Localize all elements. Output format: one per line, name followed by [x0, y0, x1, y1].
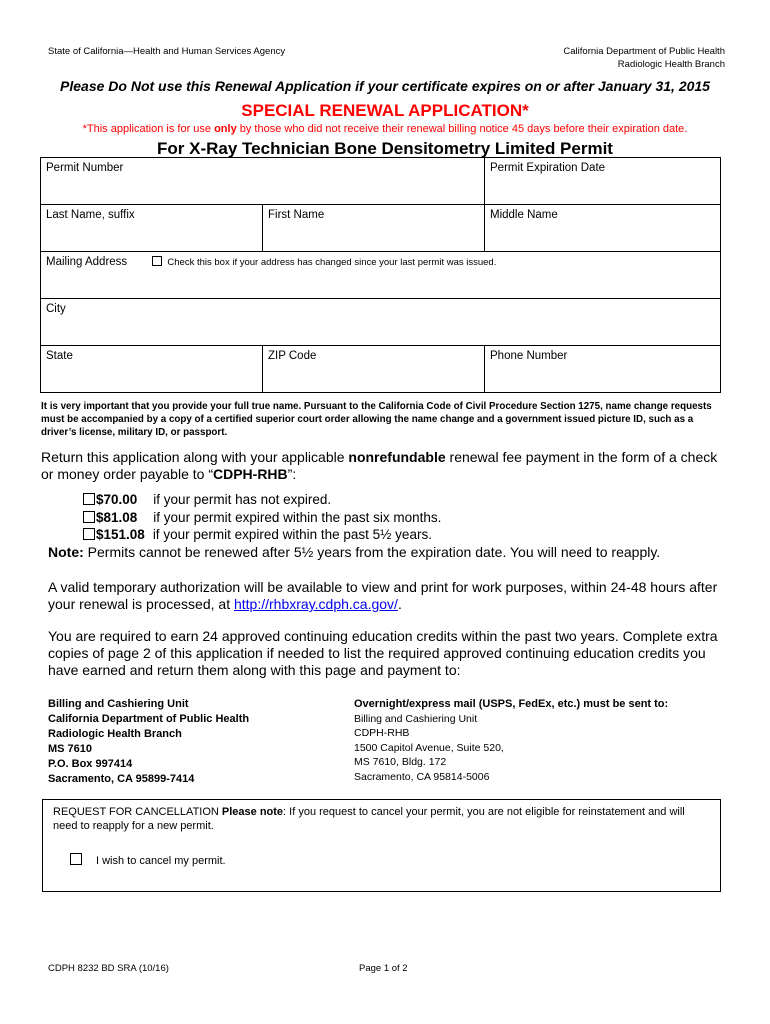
phone-field[interactable]	[485, 346, 721, 393]
ce-credits-text: You are required to earn 24 approved continuing education credits within the past two years. Complete extra copies of page 2 of this application if needed to list the required approved continuing education credits you have earned and return them along with this page and payment to:	[48, 628, 718, 678]
address-line: 1500 Capitol Avenue, Suite 520,	[354, 741, 504, 754]
fee-amount: $81.08	[96, 510, 138, 525]
cancellation-label: REQUEST FOR CANCELLATION	[53, 806, 222, 818]
middle-name-field[interactable]	[485, 205, 721, 252]
cancellation-body: : If you request to cancel your permit, you are not eligible for reinstatement and will need to reapply for a new permit.	[53, 806, 685, 832]
form-title: For X-Ray Technician Bone Densitometry Limited Permit	[157, 139, 613, 158]
fee-option	[83, 527, 432, 542]
return-instructions	[41, 449, 731, 483]
fee-amount: $70.00	[96, 492, 138, 507]
applicant-info-table	[40, 157, 721, 393]
city-field[interactable]	[41, 299, 721, 346]
form-id: CDPH 8232 BD SRA (10/16)	[48, 963, 169, 974]
zip-field[interactable]	[263, 346, 485, 393]
special-renewal-note	[0, 123, 770, 135]
rhb-xray-link[interactable]: http://rhbxray.cdph.ca.gov/	[233, 596, 398, 612]
address-line: MS 7610, Bldg. 172	[354, 756, 447, 768]
cancel-permit-label: I wish to cancel my permit.	[96, 855, 226, 867]
address-line: California Department of Public Health	[48, 713, 250, 725]
note-label: Note:	[48, 544, 84, 560]
address-line: Sacramento, CA 95814-5006	[354, 770, 490, 783]
return-before: Return this application along with your applicable	[41, 449, 349, 465]
fee-description: if your permit expired within the past six months.	[153, 510, 442, 525]
permit-expiration-label: Permit Expiration Date	[490, 162, 606, 174]
address-line: Billing and Cashiering Unit	[48, 698, 189, 710]
permit-number-label: Permit Number	[46, 162, 124, 174]
state-label: State	[46, 350, 73, 362]
address-changed-option	[152, 257, 496, 268]
return-after: ”:	[287, 466, 297, 482]
cancellation-box	[42, 799, 721, 892]
permit-number-field[interactable]	[41, 158, 485, 205]
address-changed-checkbox[interactable]	[152, 256, 162, 266]
cancel-permit-checkbox[interactable]	[70, 853, 82, 865]
state-field[interactable]	[41, 346, 263, 393]
phone-label: Phone Number	[490, 350, 568, 362]
temporary-authorization	[48, 579, 728, 613]
fee-option	[83, 510, 441, 525]
fee-description: if your permit has not expired.	[153, 492, 332, 507]
first-name-label: First Name	[268, 209, 325, 221]
return-mid: renewal fee payment in the form of a check or money order payable to “	[41, 449, 718, 482]
last-name-label: Last Name, suffix	[46, 209, 135, 221]
mailing-address-block	[48, 697, 249, 787]
fee-checkbox[interactable]	[83, 493, 95, 505]
mailing-address-label: Mailing Address	[46, 256, 128, 268]
reapply-note	[48, 544, 660, 560]
fee-amount: $151.08	[96, 527, 145, 542]
express-address-block	[354, 697, 668, 784]
address-line: Billing and Cashiering Unit	[354, 712, 478, 725]
zip-label: ZIP Code	[268, 350, 317, 362]
express-heading: Overnight/express mail (USPS, FedEx, etc.) must be sent to:	[354, 698, 669, 710]
page-number: Page 1 of 2	[359, 963, 408, 974]
fee-option	[83, 492, 331, 507]
department-name: California Department of Public Health	[563, 46, 725, 57]
address-line: P.O. Box 997414	[48, 758, 133, 770]
address-line: Radiologic Health Branch	[48, 728, 182, 740]
agency-header: State of California—Health and Human Services Agency	[48, 46, 286, 57]
special-renewal-title: SPECIAL RENEWAL APPLICATION*	[241, 101, 529, 120]
address-changed-label: Check this box if your address has changed since your last permit was issued.	[167, 257, 497, 268]
branch-name: Radiologic Health Branch	[617, 59, 725, 70]
cancel-option	[70, 853, 226, 867]
note-after: by those who did not receive their renewal billing notice 45 days before their expiration date.	[236, 123, 688, 135]
fee-description: if your permit expired within the past 5½ years.	[152, 527, 432, 542]
return-emphasis: nonrefundable	[348, 449, 446, 465]
address-line: Sacramento, CA 95899-7414	[48, 773, 195, 785]
note-text: Permits cannot be renewed after 5½ years from the expiration date. You will need to reapply.	[83, 544, 661, 560]
cancellation-text	[53, 805, 703, 833]
name-notice: It is very important that you provide your full true name. Pursuant to the California Code of Civil Procedure Section 1275, name change requests must be accompanied by a copy of a certified superior court order allowing the name change and a government issued picture ID, such as a driver’s license, military ID, or passport.	[41, 401, 712, 438]
city-label: City	[46, 303, 66, 315]
department-header	[563, 45, 725, 71]
temp-auth-end: .	[397, 596, 402, 612]
permit-expiration-field[interactable]	[485, 158, 721, 205]
mailing-address-field[interactable]	[41, 252, 721, 299]
cancellation-emphasis: Please note	[221, 806, 284, 818]
address-line: CDPH-RHB	[354, 727, 410, 739]
note-before: *This application is for use	[82, 123, 215, 135]
temp-auth-text: A valid temporary authorization will be available to view and print for work purposes, within 24-48 hours after your renewal is processed, at	[48, 579, 718, 612]
address-line: MS 7610	[48, 743, 93, 755]
note-emphasis: only	[214, 123, 237, 135]
first-name-field[interactable]	[263, 205, 485, 252]
last-name-field[interactable]	[41, 205, 263, 252]
middle-name-label: Middle Name	[490, 209, 558, 221]
fee-checkbox[interactable]	[83, 511, 95, 523]
fee-checkbox[interactable]	[83, 528, 95, 540]
payee-name: CDPH-RHB	[212, 466, 288, 482]
expiry-warning: Please Do Not use this Renewal Application if your certificate expires on or after January 31, 2015	[60, 78, 710, 94]
